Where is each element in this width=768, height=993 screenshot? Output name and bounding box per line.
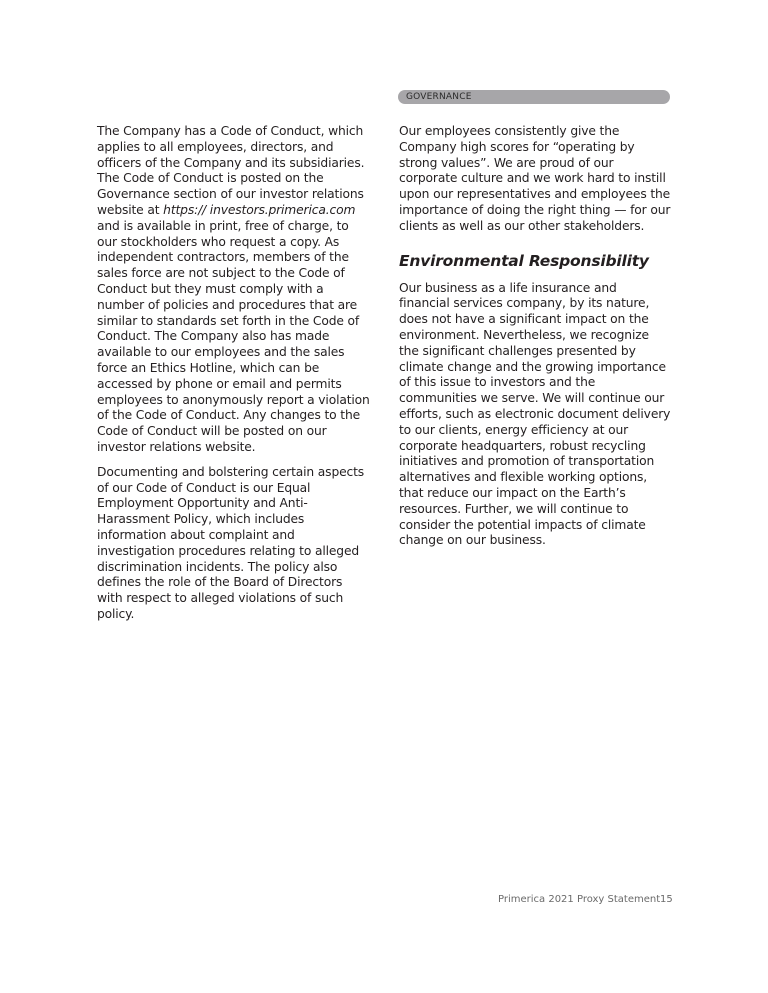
environmental-heading: Environmental Responsibility [399, 251, 649, 270]
investor-website-link[interactable]: https:// investors.primerica.com [163, 202, 356, 217]
equal-employment-paragraph: Documenting and bolstering certain aspects of our Code of Conduct is our Equal Employment Opportunity and Anti-Harassment Policy, which includes information about complaint and investigation procedures relating to alleged discrimination incidents. The policy also defines the role of the Board of Directors with respect to alleged violations of such policy. [97, 464, 365, 621]
paragraph-text: and is available in print, free of charge, to our stockholders who request a copy. As independent contractors, members of the sales force are not subject to the Code of Conduct but they must comply with a number of policies and procedures that are similar to standards set forth in the Code of Conduct. The Company also has made available to our employees and the sales force an Ethics Hotline, which can be accessed by phone or email and permits employees to anonymously report a violation of the Code of Conduct. Any changes to the Code of Conduct will be posted on our investor relations website. [97, 218, 370, 454]
section-badge [398, 90, 670, 104]
page-number: 15 [660, 894, 673, 905]
page-footer [498, 893, 673, 907]
section-label: GOVERNANCE [406, 92, 472, 102]
left-column [97, 124, 371, 632]
corporate-culture-paragraph: Our employees consistently give the Company high scores for “operating by strong values”. We are proud of our corporate culture and we work hard to instill upon our representatives and employees the importance of doing the right thing — for our clients as well as our other stakeholders. [399, 124, 671, 233]
paragraph-text: The Company has a Code of Conduct, which applies to all employees, directors, and officers of the Company and its subsidiaries. The Code of Conduct is posted on the Governance section of our investor relations website at [97, 124, 365, 217]
document-title: Primerica 2021 Proxy Statement [498, 894, 661, 905]
right-column [399, 124, 671, 558]
code-of-conduct-paragraph [97, 124, 371, 456]
environmental-paragraph: Our business as a life insurance and financial services company, by its nature, does not have a significant impact on the environment. Nevertheless, we recognize the significant challenges presented by climate change and the growing importance of this issue to investors and the communities we serve. We will continue our efforts, such as electronic document delivery to our clients, energy efficiency at our corporate headquarters, robust recycling initiatives and promotion of transportation alternatives and flexible working options, that reduce our impact on the Earth’s resources. Further, we will continue to consider the potential impacts of climate change on our business. [399, 280, 671, 548]
